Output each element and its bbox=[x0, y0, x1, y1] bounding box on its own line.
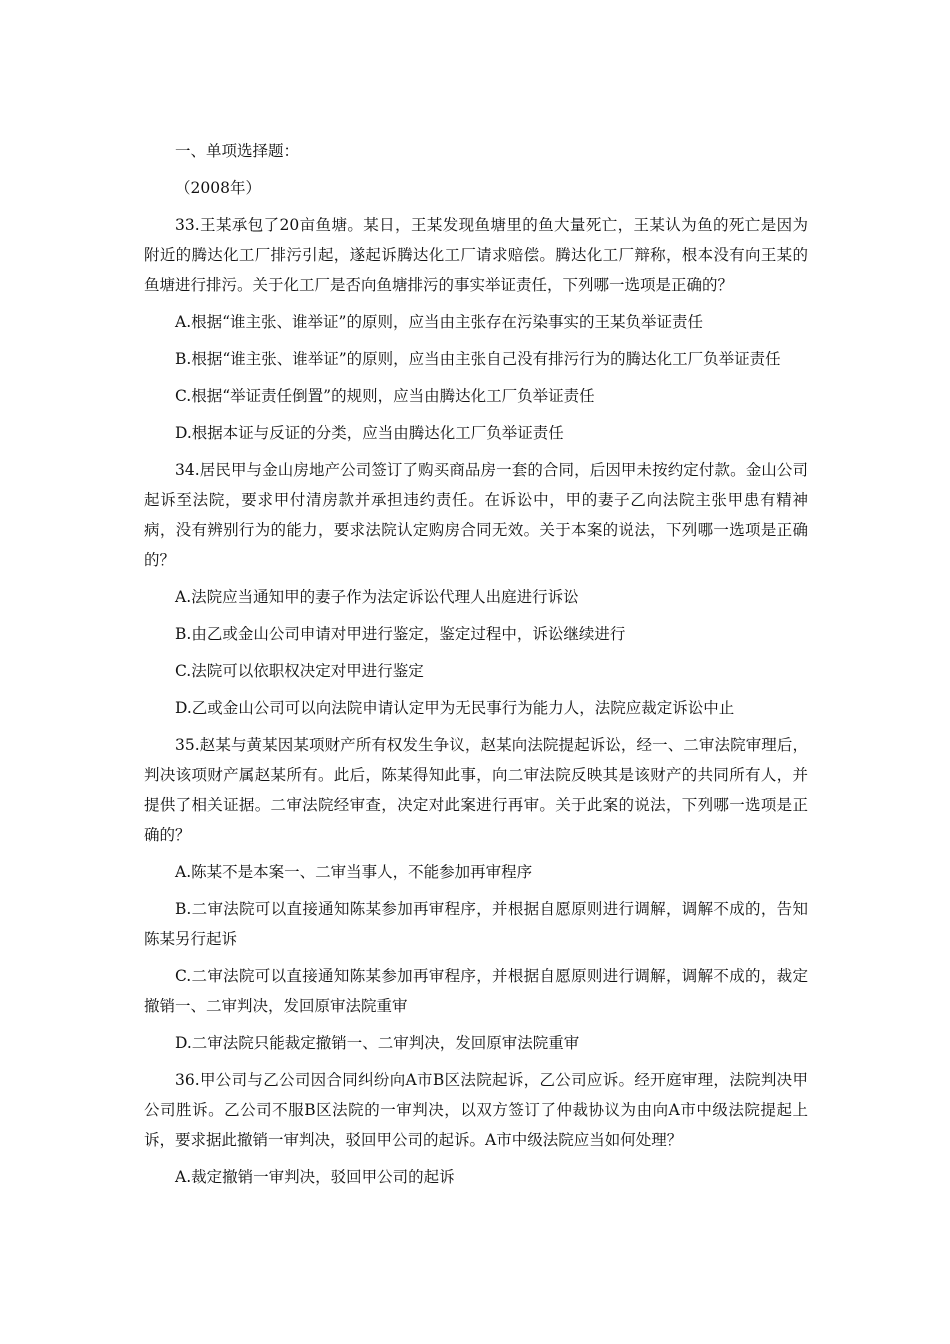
option-d: D.乙或金山公司可以向法院申请认定甲为无民事行为能力人，法院应裁定诉讼中止 bbox=[175, 699, 735, 717]
year-label: （2008年） bbox=[175, 179, 261, 197]
option-b: B.由乙或金山公司申请对甲进行鉴定，鉴定过程中，诉讼继续进行 bbox=[175, 625, 626, 643]
option-a: A.裁定撤销一审判决，驳回甲公司的起诉 bbox=[175, 1168, 455, 1186]
question-stem: 33.王某承包了20亩鱼塘。某日，王某发现鱼塘里的鱼大量死亡，王某认为鱼的死亡是因为附近的腾达化工厂排污引起，遂起诉腾达化工厂请求赔偿。腾达化工厂辩称，根本没有向王某的鱼塘进行排污。关于化工厂是否向鱼塘排污的事实举证责任，下列哪一选项是正确的？ bbox=[144, 216, 808, 294]
option-c: C.法院可以依职权决定对甲进行鉴定 bbox=[175, 662, 424, 680]
question-36 bbox=[144, 1065, 808, 1192]
option-a: A.陈某不是本案一、二审当事人，不能参加再审程序 bbox=[175, 863, 533, 881]
document-body bbox=[144, 136, 808, 1199]
section-title: 一、单项选择题： bbox=[175, 142, 300, 160]
question-stem: 34.居民甲与金山房地产公司签订了购买商品房一套的合同，后因甲未按约定付款。金山公司起诉至法院，要求甲付清房款并承担违约责任。在诉讼中，甲的妻子乙向法院主张甲患有精神病，没有辨别行为的能力，要求法院认定购房合同无效。关于本案的说法，下列哪一选项是正确的？ bbox=[144, 461, 808, 569]
option-a: A.根据“谁主张、谁举证”的原则，应当由主张存在污染事实的王某负举证责任 bbox=[175, 313, 703, 331]
option-b: B.根据“谁主张、谁举证”的原则，应当由主张自己没有排污行为的腾达化工厂负举证责任 bbox=[175, 350, 781, 368]
option-d: D.二审法院只能裁定撤销一、二审判决，发回原审法院重审 bbox=[175, 1034, 580, 1052]
option-c: C.根据“举证责任倒置”的规则，应当由腾达化工厂负举证责任 bbox=[175, 387, 595, 405]
question-stem: 35.赵某与黄某因某项财产所有权发生争议，赵某向法院提起诉讼，经一、二审法院审理后，判决该项财产属赵某所有。此后，陈某得知此事，向二审法院反映其是该财产的共同所有人，并提供了相关证据。二审法院经审查，决定对此案进行再审。关于此案的说法，下列哪一选项是正确的？ bbox=[144, 736, 808, 844]
option-b: B.二审法院可以直接通知陈某参加再审程序，并根据自愿原则进行调解，调解不成的，告知陈某另行起诉 bbox=[144, 900, 808, 948]
option-d: D.根据本证与反证的分类，应当由腾达化工厂负举证责任 bbox=[175, 424, 564, 442]
option-a: A.法院应当通知甲的妻子作为法定诉讼代理人出庭进行诉讼 bbox=[175, 588, 579, 606]
option-c: C.二审法院可以直接通知陈某参加再审程序，并根据自愿原则进行调解，调解不成的，裁定撤销一、二审判决，发回原审法院重审 bbox=[144, 967, 808, 1015]
question-stem: 36.甲公司与乙公司因合同纠纷向A市B区法院起诉，乙公司应诉。经开庭审理，法院判决甲公司胜诉。乙公司不服B区法院的一审判决，以双方签订了仲裁协议为由向A市中级法院提起上诉，要求据此撤销一审判决，驳回甲公司的起诉。A市中级法院应当如何处理？ bbox=[144, 1071, 808, 1149]
question-34 bbox=[144, 455, 808, 723]
question-33 bbox=[144, 210, 808, 448]
question-35 bbox=[144, 730, 808, 1058]
